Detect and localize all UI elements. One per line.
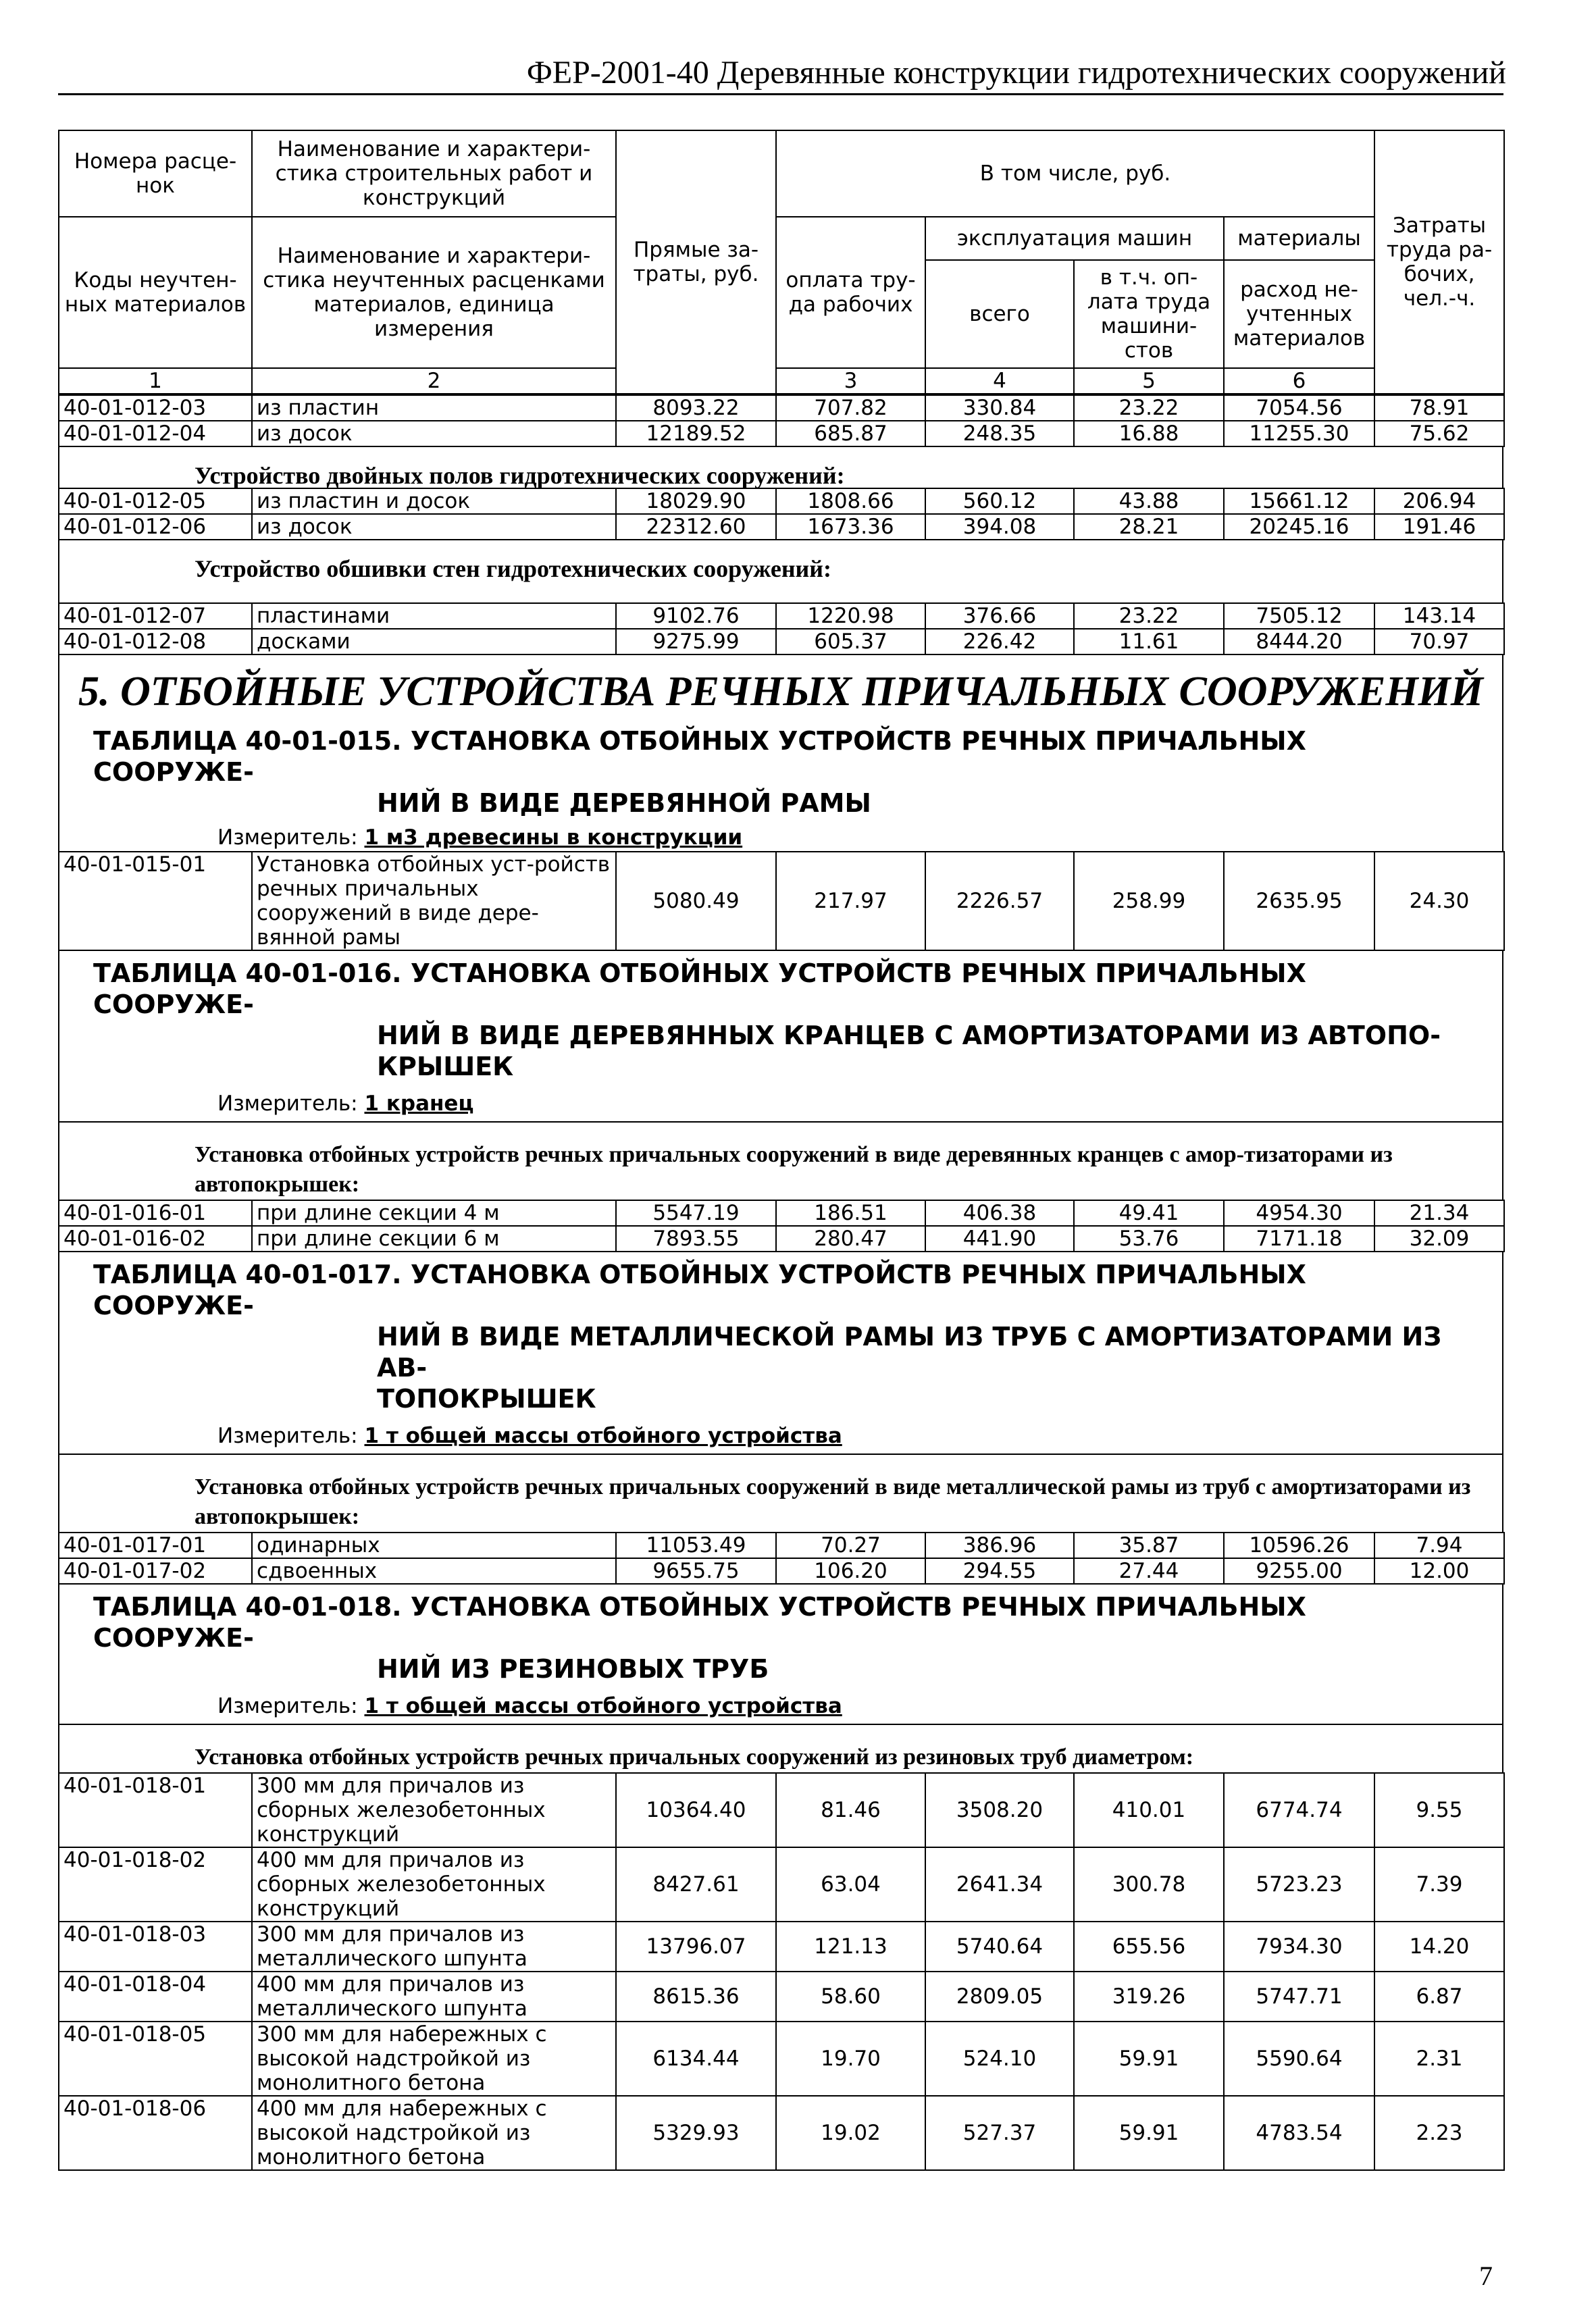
table-016 [58, 1200, 1505, 1252]
row-code: 40-01-012-07 [59, 603, 252, 629]
table-row [59, 1200, 1504, 1226]
table-017-title-line1: ТАБЛИЦА 40-01-017. УСТАНОВКА ОТБОЙНЫХ УСТРОЙСТВ РЕЧНЫХ ПРИЧАЛЬНЫХ СООРУЖЕ- [93, 1260, 1306, 1320]
row-wages: 217.97 [776, 852, 925, 950]
row-machinists-wages: 319.26 [1074, 1972, 1224, 2022]
row-wages: 685.87 [776, 421, 925, 446]
row-machinists-wages: 35.87 [1074, 1533, 1224, 1558]
row-direct-costs: 9655.75 [616, 1558, 776, 1584]
block1-table [58, 394, 1505, 447]
meter-value: 1 кранец [364, 1091, 474, 1116]
row-labor-hours: 70.97 [1374, 629, 1504, 654]
row-materials: 10596.26 [1224, 1533, 1374, 1558]
row-machinists-wages: 16.88 [1074, 421, 1224, 446]
row-code: 40-01-012-08 [59, 629, 252, 654]
row-code: 40-01-017-01 [59, 1533, 252, 1558]
col-num: 4 [925, 368, 1074, 394]
row-machinists-wages: 43.88 [1074, 488, 1224, 514]
row-direct-costs: 13796.07 [616, 1922, 776, 1972]
row-wages: 19.70 [776, 2022, 925, 2096]
col-header-machinists-wages: в т.ч. оп-лата труда машини-стов [1074, 260, 1224, 368]
row-name: из пластин и досок [252, 488, 616, 514]
row-code: 40-01-016-02 [59, 1226, 252, 1252]
row-machines-total: 560.12 [925, 488, 1074, 514]
row-name: при длине секции 4 м [252, 1200, 616, 1226]
running-header: ФЕР-2001-40 Деревянные конструкции гидротехнических сооружений [526, 55, 1506, 91]
row-labor-hours: 75.62 [1374, 421, 1504, 446]
row-labor-hours: 2.31 [1374, 2022, 1504, 2096]
row-name: одинарных [252, 1533, 616, 1558]
table-row [59, 1922, 1504, 1972]
row-machines-total: 2226.57 [925, 852, 1074, 950]
col-num: 5 [1074, 368, 1224, 394]
row-direct-costs: 8093.22 [616, 395, 776, 421]
row-code: 40-01-018-02 [59, 1847, 252, 1922]
row-wages: 121.13 [776, 1922, 925, 1972]
row-machines-total: 524.10 [925, 2022, 1074, 2096]
row-name: из досок [252, 514, 616, 540]
row-machines-total: 376.66 [925, 603, 1074, 629]
table-row [59, 1533, 1504, 1558]
row-machines-total: 394.08 [925, 514, 1074, 540]
block2-table [58, 488, 1505, 540]
row-wages: 81.46 [776, 1773, 925, 1847]
col-header-wages: оплата тру-да рабочих [776, 217, 925, 368]
row-direct-costs: 11053.49 [616, 1533, 776, 1558]
row-name: из пластин [252, 395, 616, 421]
column-header-table [58, 130, 1505, 394]
col-header-codes: Номера расце-нок [59, 130, 252, 217]
row-wages: 1808.66 [776, 488, 925, 514]
row-name: при длине секции 6 м [252, 1226, 616, 1252]
row-labor-hours: 7.94 [1374, 1533, 1504, 1558]
document-frame [58, 130, 1503, 2169]
block3-body [59, 603, 1504, 654]
row-name: из досок [252, 421, 616, 446]
row-wages: 1220.98 [776, 603, 925, 629]
row-machinists-wages: 655.56 [1074, 1922, 1224, 1972]
row-wages: 19.02 [776, 2096, 925, 2170]
row-materials: 7054.56 [1224, 395, 1374, 421]
row-wages: 63.04 [776, 1847, 925, 1922]
table-row [59, 1773, 1504, 1847]
row-wages: 58.60 [776, 1972, 925, 2022]
row-name: сдвоенных [252, 1558, 616, 1584]
row-machines-total: 406.38 [925, 1200, 1074, 1226]
row-wages: 186.51 [776, 1200, 925, 1226]
row-materials: 8444.20 [1224, 629, 1374, 654]
table-row [59, 629, 1504, 654]
col-header-material-codes: Коды неучтен-ных материалов [59, 217, 252, 368]
table-015 [58, 851, 1505, 951]
table-016-title-line1: ТАБЛИЦА 40-01-016. УСТАНОВКА ОТБОЙНЫХ УСТРОЙСТВ РЕЧНЫХ ПРИЧАЛЬНЫХ СООРУЖЕ- [93, 958, 1306, 1019]
row-materials: 7505.12 [1224, 603, 1374, 629]
table-row [59, 395, 1504, 421]
table-018-title-line2: НИЙ ИЗ РЕЗИНОВЫХ ТРУБ [377, 1654, 769, 1684]
row-name: 400 мм для причалов из сборных железобетонных конструкций [252, 1847, 616, 1922]
row-code: 40-01-012-03 [59, 395, 252, 421]
row-machines-total: 226.42 [925, 629, 1074, 654]
col-header-name: Наименование и характери-стика строительных работ и конструкций [252, 130, 616, 217]
row-machinists-wages: 28.21 [1074, 514, 1224, 540]
row-machines-total: 2809.05 [925, 1972, 1074, 2022]
row-machinists-wages: 53.76 [1074, 1226, 1224, 1252]
block3-table [58, 602, 1505, 655]
col-header-materials: материалы [1224, 217, 1374, 260]
table-016-subtitle: Установка отбойных устройств речных причальных сооружений в виде деревянных кранцев с амор-тизаторами из автопокрышек: [58, 1123, 1503, 1200]
row-materials: 6774.74 [1224, 1773, 1374, 1847]
table-row [59, 421, 1504, 446]
row-machines-total: 294.55 [925, 1558, 1074, 1584]
row-direct-costs: 9275.99 [616, 629, 776, 654]
row-code: 40-01-018-05 [59, 2022, 252, 2096]
row-machines-total: 441.90 [925, 1226, 1074, 1252]
meter-value: 1 т общей массы отбойного устройства [364, 1694, 842, 1718]
row-materials: 11255.30 [1224, 421, 1374, 446]
table-018-subtitle: Установка отбойных устройств речных причальных сооружений из резиновых труб диаметром: [58, 1725, 1503, 1772]
row-machinists-wages: 23.22 [1074, 395, 1224, 421]
col-header-labor-hours: Затраты труда ра-бочих, чел.-ч. [1374, 130, 1504, 394]
row-labor-hours: 24.30 [1374, 852, 1504, 950]
row-wages: 106.20 [776, 1558, 925, 1584]
row-name: 400 мм для причалов из металлического шпунта [252, 1972, 616, 2022]
col-header-material-name: Наименование и характери-стика неучтенных расценками материалов, единица измерения [252, 217, 616, 368]
row-labor-hours: 2.23 [1374, 2096, 1504, 2170]
row-labor-hours: 12.00 [1374, 1558, 1504, 1584]
row-machinists-wages: 410.01 [1074, 1773, 1224, 1847]
row-materials: 4954.30 [1224, 1200, 1374, 1226]
row-machinists-wages: 11.61 [1074, 629, 1224, 654]
table-018 [58, 1772, 1505, 2171]
row-code: 40-01-016-01 [59, 1200, 252, 1226]
col-header-direct-costs: Прямые за-траты, руб. [616, 130, 776, 394]
table-016-title [58, 951, 1503, 1082]
col-num: 2 [252, 368, 616, 394]
row-labor-hours: 143.14 [1374, 603, 1504, 629]
table-016-meter [58, 1082, 1503, 1123]
table-018-meter [58, 1685, 1503, 1725]
row-labor-hours: 78.91 [1374, 395, 1504, 421]
block3-subtitle: Устройство обшивки стен гидротехнических сооружений: [58, 540, 1503, 602]
row-machines-total: 5740.64 [925, 1922, 1074, 1972]
row-code: 40-01-018-04 [59, 1972, 252, 2022]
col-header-machines-total: всего [925, 260, 1074, 368]
row-name: 300 мм для причалов из металлического шпунта [252, 1922, 616, 1972]
row-labor-hours: 206.94 [1374, 488, 1504, 514]
row-direct-costs: 18029.90 [616, 488, 776, 514]
row-wages: 1673.36 [776, 514, 925, 540]
row-direct-costs: 8427.61 [616, 1847, 776, 1922]
row-direct-costs: 7893.55 [616, 1226, 776, 1252]
row-machines-total: 2641.34 [925, 1847, 1074, 1922]
row-labor-hours: 6.87 [1374, 1972, 1504, 2022]
table-015-title-line1: ТАБЛИЦА 40-01-015. УСТАНОВКА ОТБОЙНЫХ УСТРОЙСТВ РЕЧНЫХ ПРИЧАЛЬНЫХ СООРУЖЕ- [93, 726, 1306, 787]
column-number-row [59, 368, 1504, 394]
row-materials: 5590.64 [1224, 2022, 1374, 2096]
col-num: 6 [1224, 368, 1374, 394]
table-016-title-line3: КРЫШЕК [377, 1052, 514, 1081]
table-018-body [59, 1773, 1504, 2170]
row-labor-hours: 191.46 [1374, 514, 1504, 540]
table-017-subtitle: Установка отбойных устройств речных причальных сооружений в виде металлической рамы из труб с амортизаторами из автопокрышек: [58, 1455, 1503, 1532]
meter-label: Измеритель: [217, 825, 358, 850]
row-machines-total: 248.35 [925, 421, 1074, 446]
section-title: 5. ОТБОЙНЫЕ УСТРОЙСТВА РЕЧНЫХ ПРИЧАЛЬНЫХ СООРУЖЕНИЙ [58, 655, 1503, 719]
row-labor-hours: 14.20 [1374, 1922, 1504, 1972]
row-materials: 5747.71 [1224, 1972, 1374, 2022]
row-direct-costs: 22312.60 [616, 514, 776, 540]
block2-subtitle: Устройство двойных полов гидротехнических сооружений: [58, 454, 1503, 488]
table-row [59, 514, 1504, 540]
row-wages: 605.37 [776, 629, 925, 654]
row-labor-hours: 9.55 [1374, 1773, 1504, 1847]
table-row [59, 1847, 1504, 1922]
col-header-group: В том числе, руб. [776, 130, 1374, 217]
row-wages: 280.47 [776, 1226, 925, 1252]
table-016-title-line2: НИЙ В ВИДЕ ДЕРЕВЯННЫХ КРАНЦЕВ С АМОРТИЗАТОРАМИ ИЗ АВТОПО- [377, 1021, 1441, 1050]
col-num: 1 [59, 368, 252, 394]
row-code: 40-01-012-04 [59, 421, 252, 446]
row-code: 40-01-012-06 [59, 514, 252, 540]
row-direct-costs: 5329.93 [616, 2096, 776, 2170]
row-direct-costs: 8615.36 [616, 1972, 776, 2022]
row-direct-costs: 5080.49 [616, 852, 776, 950]
table-015-title-line2: НИЙ В ВИДЕ ДЕРЕВЯННОЙ РАМЫ [377, 788, 871, 818]
row-code: 40-01-015-01 [59, 852, 252, 950]
meter-label: Измеритель: [217, 1424, 358, 1448]
row-machinists-wages: 49.41 [1074, 1200, 1224, 1226]
row-materials: 9255.00 [1224, 1558, 1374, 1584]
row-machinists-wages: 59.91 [1074, 2096, 1224, 2170]
row-labor-hours: 32.09 [1374, 1226, 1504, 1252]
row-code: 40-01-012-05 [59, 488, 252, 514]
row-name: досками [252, 629, 616, 654]
table-row [59, 488, 1504, 514]
row-machines-total: 386.96 [925, 1533, 1074, 1558]
table-015-meter [58, 819, 1503, 851]
table-row [59, 603, 1504, 629]
row-name: 300 мм для причалов из сборных железобетонных конструкций [252, 1773, 616, 1847]
block1-body [59, 395, 1504, 446]
row-labor-hours: 21.34 [1374, 1200, 1504, 1226]
table-row [59, 1226, 1504, 1252]
table-018-title-line1: ТАБЛИЦА 40-01-018. УСТАНОВКА ОТБОЙНЫХ УСТРОЙСТВ РЕЧНЫХ ПРИЧАЛЬНЫХ СООРУЖЕ- [93, 1592, 1306, 1653]
table-row [59, 1972, 1504, 2022]
col-num: 3 [776, 368, 925, 394]
row-machinists-wages: 258.99 [1074, 852, 1224, 950]
row-code: 40-01-018-03 [59, 1922, 252, 1972]
table-row [59, 2022, 1504, 2096]
row-materials: 7171.18 [1224, 1226, 1374, 1252]
row-machinists-wages: 23.22 [1074, 603, 1224, 629]
table-017-body [59, 1533, 1504, 1584]
row-materials: 7934.30 [1224, 1922, 1374, 1972]
row-name: 400 мм для набережных с высокой надстройкой из монолитного бетона [252, 2096, 616, 2170]
row-machines-total: 3508.20 [925, 1773, 1074, 1847]
row-code: 40-01-018-06 [59, 2096, 252, 2170]
meter-value: 1 т общей массы отбойного устройства [364, 1424, 842, 1448]
row-materials: 5723.23 [1224, 1847, 1374, 1922]
col-header-unaccounted-materials: расход не-учтенных материалов [1224, 260, 1374, 368]
row-labor-hours: 7.39 [1374, 1847, 1504, 1922]
row-machinists-wages: 27.44 [1074, 1558, 1224, 1584]
header-rule [58, 93, 1503, 95]
row-name: пластинами [252, 603, 616, 629]
table-017 [58, 1532, 1505, 1585]
row-materials: 20245.16 [1224, 514, 1374, 540]
page-number: 7 [1479, 2261, 1493, 2291]
table-row [59, 1558, 1504, 1584]
row-direct-costs: 5547.19 [616, 1200, 776, 1226]
row-name: Установка отбойных уст-ройств речных причальных сооружений в виде дере-вянной рамы [252, 852, 616, 950]
row-materials: 4783.54 [1224, 2096, 1374, 2170]
row-code: 40-01-018-01 [59, 1773, 252, 1847]
meter-label: Измеритель: [217, 1091, 358, 1116]
row-name: 300 мм для набережных с высокой надстройкой из монолитного бетона [252, 2022, 616, 2096]
row-machines-total: 527.37 [925, 2096, 1074, 2170]
col-header-machines: эксплуатация машин [925, 217, 1224, 260]
row-direct-costs: 6134.44 [616, 2022, 776, 2096]
table-018-title [58, 1585, 1503, 1685]
table-015-title [58, 719, 1503, 819]
row-code: 40-01-017-02 [59, 1558, 252, 1584]
row-wages: 707.82 [776, 395, 925, 421]
row-direct-costs: 9102.76 [616, 603, 776, 629]
table-016-body [59, 1200, 1504, 1252]
table-017-title-line2: НИЙ В ВИДЕ МЕТАЛЛИЧЕСКОЙ РАМЫ ИЗ ТРУБ С АМОРТИЗАТОРАМИ ИЗ АВ- [377, 1322, 1442, 1383]
row-direct-costs: 10364.40 [616, 1773, 776, 1847]
table-017-title-line3: ТОПОКРЫШЕК [377, 1384, 596, 1414]
row-machinists-wages: 59.91 [1074, 2022, 1224, 2096]
row-wages: 70.27 [776, 1533, 925, 1558]
table-row [59, 852, 1504, 950]
row-materials: 2635.95 [1224, 852, 1374, 950]
table-017-title [58, 1252, 1503, 1414]
row-materials: 15661.12 [1224, 488, 1374, 514]
block2-body [59, 488, 1504, 540]
table-017-meter [58, 1414, 1503, 1455]
row-machinists-wages: 300.78 [1074, 1847, 1224, 1922]
meter-label: Измеритель: [217, 1694, 358, 1718]
row-machines-total: 330.84 [925, 395, 1074, 421]
meter-value: 1 м3 древесины в конструкции [364, 825, 743, 850]
table-row [59, 2096, 1504, 2170]
row-direct-costs: 12189.52 [616, 421, 776, 446]
